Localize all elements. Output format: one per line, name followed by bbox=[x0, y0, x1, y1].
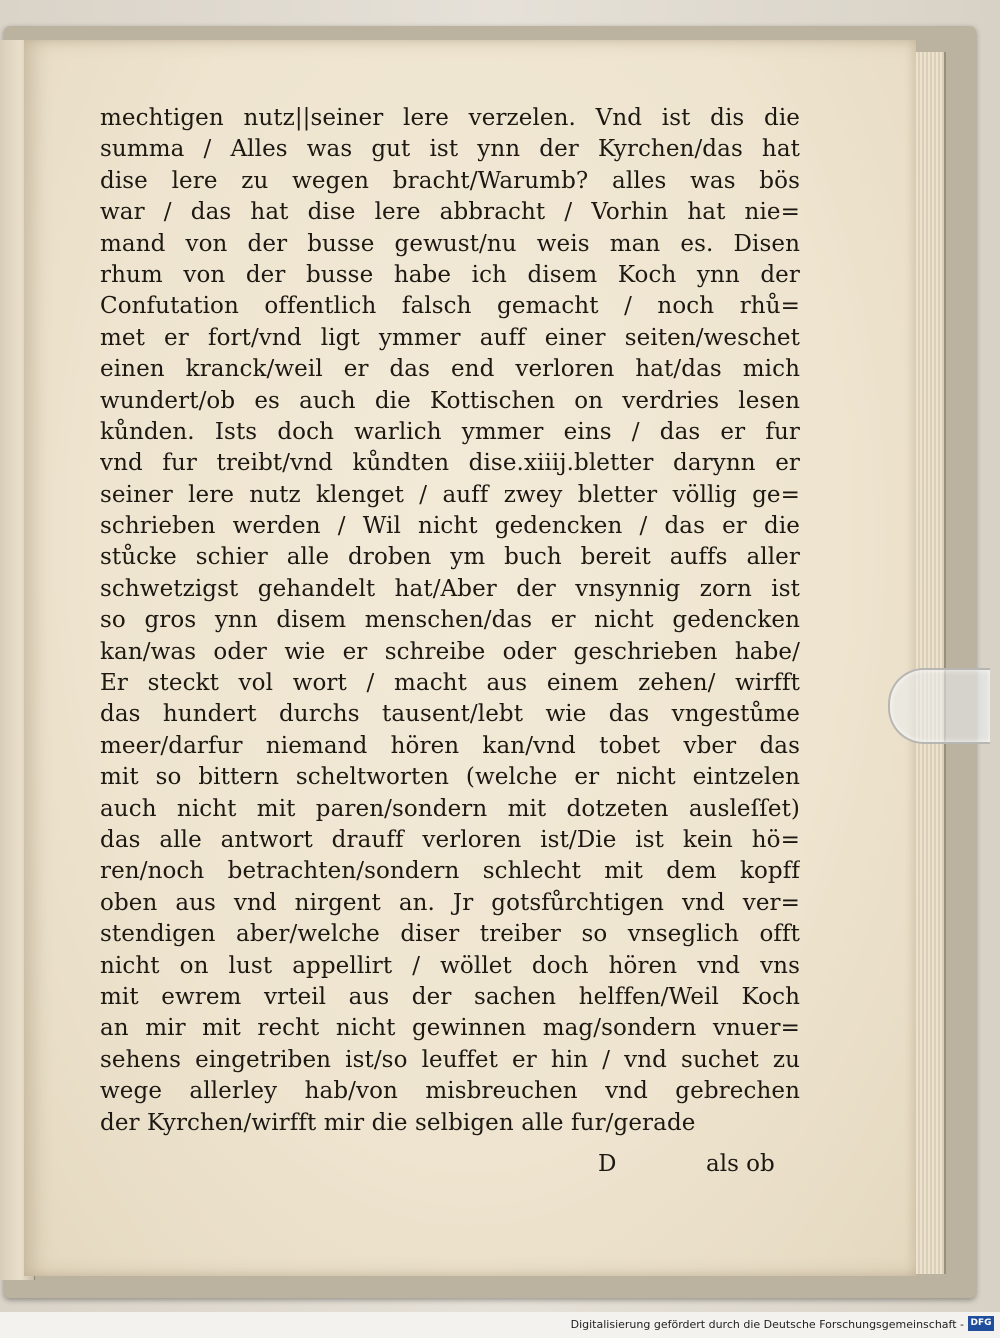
signature-mark: D bbox=[598, 1151, 617, 1177]
footer-bar bbox=[0, 1312, 1000, 1338]
text-line: der Kyrchen/wirfft mir die selbigen alle fur/gerade bbox=[100, 1109, 696, 1136]
text-line: ren/noch betrachten/sondern schlecht mit dem kopff bbox=[100, 858, 800, 885]
text-line: kan/was oder wie er schreibe oder geschrieben habe/ bbox=[100, 638, 800, 665]
text-line: seiner lere nutz klenget / auff zwey bletter völlig ge= bbox=[100, 481, 800, 508]
text-line: stůcke schier alle droben ym buch bereit auffs aller bbox=[100, 544, 800, 571]
text-line: Confutation offentlich falsch gemacht / noch rhů= bbox=[100, 293, 800, 320]
text-line: stendigen aber/welche diser treiber so vnseglich offt bbox=[100, 921, 800, 948]
page-clip bbox=[888, 668, 990, 744]
dfg-logo: DFG bbox=[968, 1316, 994, 1331]
text-line: oben aus vnd nirgent an. Jr gotsfůrchtigen vnd ver= bbox=[100, 889, 800, 916]
text-line: rhum von der busse habe ich disem Koch ynn der bbox=[100, 261, 800, 288]
text-line: mit ewrem vrteil aus der sachen helffen/Weil Koch bbox=[100, 983, 800, 1010]
page-text-block bbox=[100, 103, 800, 1139]
catchword: als ob bbox=[706, 1151, 775, 1177]
text-line: wege allerley hab/von misbreuchen vnd gebrechen bbox=[100, 1078, 800, 1105]
text-line: einen kranck/weil er das end verloren hat/das mich bbox=[100, 356, 800, 383]
text-line: schrieben werden / Wil nicht gedencken / das er die bbox=[100, 513, 800, 540]
text-line: kůnden. Ists doch warlich ymmer eins / das er fur bbox=[100, 418, 800, 445]
text-line: so gros ynn disem menschen/das er nicht gedencken bbox=[100, 607, 800, 634]
text-line: meer/darfur niemand hören kan/vnd tobet vber das bbox=[100, 732, 800, 759]
funding-credit: Digitalisierung gefördert durch die Deutsche Forschungsgemeinschaft - bbox=[570, 1318, 964, 1331]
text-line: Er steckt vol wort / macht aus einem zehen/ wirfft bbox=[100, 670, 800, 697]
text-line: mit so bittern scheltworten (welche er nicht eintzelen bbox=[100, 764, 800, 791]
text-line: mechtigen nutz||seiner lere verzelen. Vnd ist dis die bbox=[100, 105, 800, 131]
text-line: met er fort/vnd ligt ymmer auff einer seiten/weschet bbox=[100, 324, 800, 351]
text-line: das alle antwort drauff verloren ist/Die ist kein hö= bbox=[100, 826, 800, 853]
text-line: sehens eingetriben ist/so leuffet er hin / vnd suchet zu bbox=[100, 1046, 800, 1073]
text-line: dise lere zu wegen bracht/Warumb? alles was bös bbox=[100, 167, 800, 194]
text-line: das hundert durchs tausent/lebt wie das vngestůme bbox=[100, 701, 800, 728]
text-line: war / das hat dise lere abbracht / Vorhin hat nie= bbox=[100, 199, 800, 226]
page-foot bbox=[100, 1148, 800, 1180]
text-line: an mir mit recht nicht gewinnen mag/sondern vnuer= bbox=[100, 1015, 800, 1042]
text-line: auch nicht mit paren/sondern mit dotzeten ausleſſet) bbox=[100, 795, 800, 822]
text-line: nicht on lust appellirt / wöllet doch hören vnd vns bbox=[100, 952, 800, 979]
text-line: mand von der busse gewust/nu weis man es. Disen bbox=[100, 230, 800, 257]
text-line: schwetzigst gehandelt hat/Aber der vnsynnig zorn ist bbox=[100, 575, 800, 602]
text-line: wundert/ob es auch die Kottischen on verdries lesen bbox=[100, 387, 800, 414]
text-line: summa / Alles was gut ist ynn der Kyrchen/das hat bbox=[100, 136, 800, 163]
text-line: vnd fur treibt/vnd kůndten dise.xiiij.bletter darynn er bbox=[100, 450, 800, 477]
